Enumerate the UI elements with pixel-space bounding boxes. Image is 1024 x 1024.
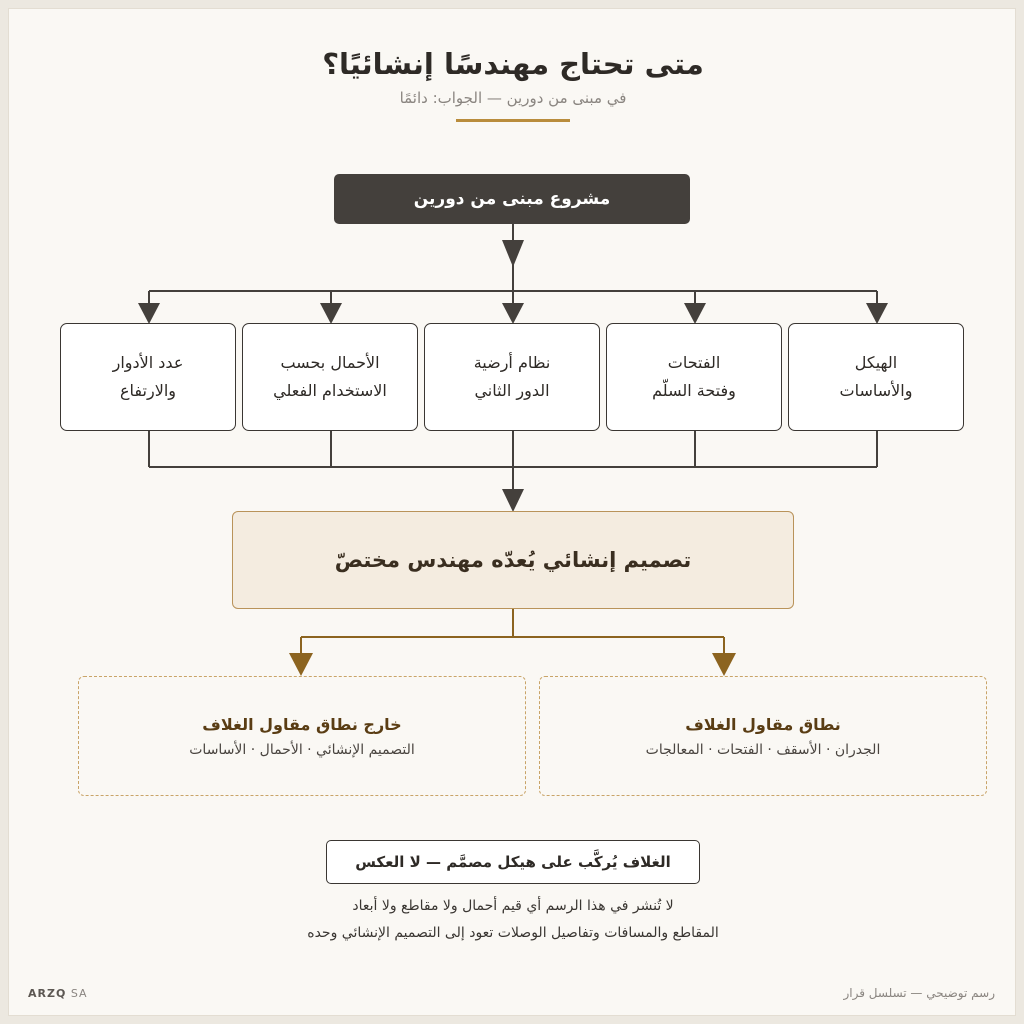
factor-line1: عدد الأدوار: [112, 353, 184, 372]
page-title: متى تحتاج مهندسًا إنشائيًا؟: [322, 47, 704, 81]
factor-floor-system: [424, 323, 600, 431]
factor-line2: وفتحة السلّم: [652, 381, 736, 400]
factor-openings: [606, 323, 782, 431]
factor-line2: والأساسات: [839, 381, 913, 400]
factor-line2: والارتفاع: [120, 381, 176, 400]
root-node-label: مشروع مبنى من دورين: [413, 189, 611, 209]
factor-line2: الاستخدام الفعلي: [273, 381, 387, 400]
title-divider: [456, 119, 570, 122]
page-subtitle: في مبنى من دورين — الجواب: دائمًا: [399, 89, 627, 107]
note-line-2: المقاطع والمسافات وتفاصيل الوصلات تعود إلى التصميم الإنشائي وحده: [307, 925, 719, 941]
factor-line1: الهيكل: [854, 353, 898, 372]
brand-name: ARZQ: [28, 987, 67, 1000]
factor-line1: نظام أرضية: [473, 353, 551, 372]
in-scope-items: الجدران · الأسقف · الفتحات · المعالجات: [645, 741, 881, 758]
brand-logo: [28, 987, 88, 1000]
factor-line1: الفتحات: [667, 353, 721, 372]
note-line-1: لا تُنشر في هذا الرسم أي قيم أحمال ولا مقاطع ولا أبعاد: [352, 898, 674, 914]
factor-line1: الأحمال بحسب: [280, 353, 380, 372]
footer-caption: رسم توضيحي — تسلسل قرار: [843, 986, 995, 1000]
structural-design-node: [232, 511, 794, 609]
rule-callout: [326, 840, 700, 884]
out-scope-box: [78, 676, 526, 796]
factor-loads: [242, 323, 418, 431]
factor-line2: الدور الثاني: [474, 381, 550, 400]
brand-suffix: SA: [70, 987, 88, 1000]
page: [8, 8, 1016, 1016]
arrow-root-down: [502, 240, 524, 267]
in-scope-box: [539, 676, 987, 796]
in-scope-title: نطاق مقاول الغلاف: [685, 714, 841, 734]
root-node: [334, 174, 690, 224]
factor-floors-height: [60, 323, 236, 431]
factor-structure: [788, 323, 964, 431]
structural-design-label: تصميم إنشائي يُعدّه مهندس مختصّ: [334, 548, 692, 572]
rule-text: الغلاف يُركَّب على هيكل مصمَّم — لا العكس: [355, 853, 671, 871]
out-scope-items: التصميم الإنشائي · الأحمال · الأساسات: [189, 741, 415, 758]
out-scope-title: خارج نطاق مقاول الغلاف: [202, 714, 402, 734]
